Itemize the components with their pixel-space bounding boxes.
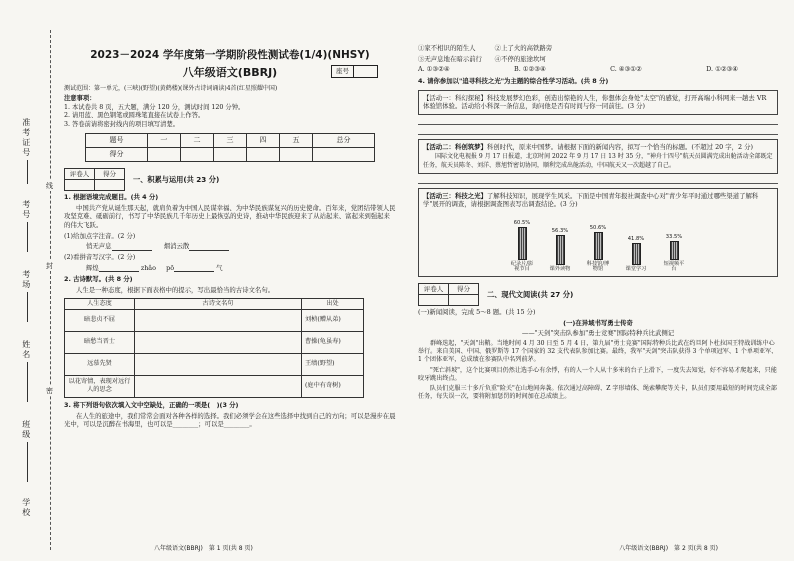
score-cell[interactable] [147,148,180,162]
source-cell: 王绩(野望) [302,353,364,375]
score-cell[interactable] [313,148,375,162]
answer-cell[interactable] [135,309,302,331]
bar [556,235,565,266]
answer-cell[interactable] [135,331,302,353]
note-item: 1. 本试卷共 8 页，五大题，满分 120 分，测试时间 120 分钟。 [64,103,245,111]
question-3: 3. 将下列语句依次填入文中空缺处，正确的一项是( )(3 分) [64,400,239,409]
bar-value-label: 60.5% [513,219,531,226]
seal-line [50,30,51,550]
label-id: 考号 [21,200,31,220]
article-subtitle: ——"天剑"突击队参加"勇士竞赛"国际特种兵比武侧记 [521,329,675,338]
cut-mark: 线 [45,182,54,189]
answer-line[interactable] [418,115,778,125]
choice-c[interactable]: C. ④③①② [610,65,642,74]
section-1-title: 一、积累与运用(共 23 分) [133,174,220,184]
bar-value-label: 56.3% [551,227,569,234]
attitude-cell: 暗愁当晋士 [65,331,135,353]
bar-group [624,236,648,273]
exam-subtitle [64,66,396,81]
bar-value-label: 41.8% [627,235,645,242]
reading-subsection: (一)新闻阅读，完成 5～8 题。(共 15 分) [418,307,536,316]
grader-cell[interactable] [419,294,449,305]
fill-line [27,362,28,402]
bar-value-label: 33.5% [665,234,683,241]
label-name: 姓名 [21,340,31,360]
label-class: 班级 [21,420,31,440]
pinyin-item: zhǎo [140,263,156,272]
bar-group [510,220,534,273]
activity-3-text: 了解科技知识，展现学生风采。下面是中国青年报社调查中心对"青少年平时通过哪些渠道了解科学"展开的调查，请根据调查图表写出调查结论。(3 分) [423,191,759,209]
activity-3-title: 【活动三：科技之光】 [423,191,487,200]
page-2-footer: 八年级语文(BBRJ) 第 2 页(共 8 页) [619,544,718,552]
word-item: 气 [216,263,223,272]
page-1 [64,48,396,553]
score-cell[interactable] [449,294,479,305]
page-1-footer: 八年级语文(BBRJ) 第 1 页(共 8 页) [154,544,253,552]
subject-name: 八年级语文(BBRJ) [182,66,278,80]
test-scope: 测试范围：第一单元，(三峡)(野望)(黄鹤楼)(课外古诗词诵读)4首(红星照耀中国) [64,85,278,93]
answer-line[interactable] [418,174,778,184]
survey-bar-chart [423,213,773,273]
bar-group [662,234,686,273]
score-header: 二 [180,134,213,148]
score-cell[interactable] [180,148,213,162]
activity-2-title: 【活动二：科创筑梦】 [423,142,487,151]
word-item: 烟消云散 [163,242,190,251]
score-label: 得分 [449,283,479,294]
grader-label: 评卷人 [419,283,449,294]
article-paragraph: 队员们克服三十多斤负重"险关"在山地间奔袭。依次通过高障碍、Z 字形墙体、绳索攀爬等关卡，队员们要用最短的时间完成全部任务，每失误一次，要将附加惩罚的时间加在总成绩上。 [418,384,777,401]
bar-category-label: 课堂学习 [625,266,647,273]
bar-category-label: 短视频平台 [663,260,685,273]
seat-label: 座号 [336,67,349,76]
question-1-sub1: (1)给加点字注音。(2 分) [64,231,136,240]
word-item: 悄无声息 [86,242,112,251]
question-1-passage: 中国共产党从诞生那天起，就肩负着为中国人民谋幸福、为中华民族谋复兴的历史使命。百年来，党团结带领人民攻坚克难、砥砺前行，书写了中华民族几千年历史上最恢弘的史诗，推动中华民族迎来了从站起来、富起来到强起来的伟大飞跃。 [64,203,396,230]
score-header: 三 [213,134,246,148]
note-item: 3. 答卷前请将密封线内的项目填写清楚。 [64,120,180,128]
fill-line [27,222,28,252]
attitude-cell: 暗悲贞不屈 [65,309,135,331]
grader-cell[interactable] [65,180,95,191]
label-school: 学校 [21,498,31,518]
bar-category-label: 科技馆/博物馆 [586,260,610,273]
question-4: 4. 请你参加以"追寻科技之光"为主题的综合性学习活动。(共 8 分) [418,76,609,85]
label-room: 考场 [21,270,31,290]
bar [632,243,641,266]
article-title: (一)在异域书写勇士传奇 [563,318,633,327]
question-1: 1. 根据语境完成题目。(共 4 分) [64,193,159,202]
notes [64,95,396,129]
score-cell[interactable] [246,148,279,162]
score-header: 一 [147,134,180,148]
question-3-text: 在人生的旅途中，我们常常会面对各种各样的选择。我们必须学会在这些选择中找到自己的方向；可以是漫步在晨光中，可以是沉醉在书海里，也可以是________；可以是________。 [64,411,396,429]
section-2-title: 二、现代文阅读(共 27 分) [487,289,574,299]
news-excerpt: 国际文化电视报 9 月 17 日报道，北京时间 2022 年 9 月 17 日 13 时 35 分，"神舟十四号"航天员圆满完成出舱活动全部既定任务，航天员陈冬、刘洋、蔡旭哲密切协同，顺利完成出舱活动，中国航天又一次超越了自己。 [423,153,773,169]
score-header: 五 [279,134,312,148]
bar-group [586,225,610,273]
score-row-label: 得分 [86,148,148,162]
section-1-header [64,168,396,191]
source-cell: 曹操(龟虽寿) [302,331,364,353]
score-header: 总分 [313,134,375,148]
bar-category-label: 纪录片/影视节目 [510,260,534,273]
article-paragraph: "死亡斜坡"，这个比赛项目仍然让选手心有余悸，有的人一个人从十多米的台子上滑下，一度失去知觉，好不容易才爬起来，只能咬牙跳出终点。 [418,366,777,382]
answer-blank[interactable] [189,243,229,251]
poem-table-header: 古诗文名句 [135,298,302,309]
question-1-sub2: (2)看拼音写汉字。(2 分) [64,252,136,261]
poem-table [64,298,364,398]
activity-2 [418,139,778,174]
bar-value-label: 50.6% [589,225,607,232]
bar [594,232,603,259]
cut-mark: 封 [45,262,54,269]
source-cell: 刘桢(赠从弟) [302,309,364,331]
bar [518,227,527,260]
label-exam-number: 准考证号 [21,118,31,158]
score-label: 得分 [95,169,125,180]
exam-title: 2023－2024 学年度第一学期阶段性测试卷(1/4)(NHSY) [90,49,370,61]
fill-line [27,442,28,482]
pinyin-item: pō [166,263,175,272]
article-paragraph: 群峰迭起，"天剑"出鞘。当地时间 4 月 30 日至 5 月 4 日，第九届"勇士竞赛"国际特种兵比武在约旦阿卜杜拉国王特战训练中心举行。来自美国、中国、俄罗斯等 17 个国家的 32 支代表队参加比赛。最终，我军"天剑"突击队获得 3 个单项冠军、1 个单项亚军、1 个团体亚军，总成绩在参赛队中名列前茅。 [418,339,778,364]
poem-table-header: 人生态度 [65,298,135,309]
question-1-items2 [64,264,396,273]
answer-blank[interactable] [112,243,152,251]
page-2 [418,42,778,553]
activity-2-text: 科创时代，原来中国梦。请根据下面的新闻内容，拟写一个恰当的标题。(不超过 20 字，2 分) [486,142,754,151]
cut-mark: 密 [45,387,54,394]
score-table [85,133,375,162]
source-cell: (庭中有奇树) [302,375,364,397]
choice-row [418,65,778,74]
activity-3 [418,188,778,277]
answer-blank[interactable] [174,264,214,272]
score-cell[interactable] [95,180,125,191]
score-cell[interactable] [213,148,246,162]
fill-line [27,292,28,322]
fill-line [27,160,28,184]
note-item: 2. 请用蓝、黑色钢笔或圆珠笔直接在试卷上作答。 [64,112,205,120]
score-header: 四 [246,134,279,148]
answer-line[interactable] [418,125,778,135]
question-1-items1 [64,242,396,251]
section-2-header [418,283,778,306]
attitude-cell: 以花寄情，表现对远行人的思念 [65,375,135,397]
answer-blank[interactable] [99,264,139,272]
choice-a[interactable]: A. ①③②④ [418,65,450,74]
notes-heading: 注意事项： [64,95,96,103]
binding-strip [0,0,62,561]
score-cell[interactable] [279,148,312,162]
activity-1: 【活动一：科幻探秘】科技发展梦幻色彩，创造出惊艳的人生，你想体会身处"太空"的感觉，打开高端小科网来一趟去 VR 体验馆体验。活动给小科深一条信息，询问他是否有时间与你一同前往。(3 分) [418,90,778,115]
question-2: 2. 古诗默写。(共 8 分) [64,275,133,284]
bar [670,241,679,259]
choice-d[interactable]: D. ①②③④ [706,65,738,74]
attitude-cell: 远慕先贤 [65,353,135,375]
option-line: ①家不相识的陌生人 ②上了火的高铁路旁 [418,44,553,52]
seat-input[interactable] [353,66,377,77]
option-line: ③无声息地在暗示前行 ④不停的旅途坎坷 [418,54,546,63]
answer-cell[interactable] [135,375,302,397]
poem-table-header: 出处 [302,298,364,309]
grader-table [64,168,125,191]
seat-number-box [331,65,378,78]
grader-table [418,283,479,306]
answer-cell[interactable] [135,353,302,375]
score-header: 题号 [86,134,148,148]
choice-b[interactable]: B. ①②③④ [514,65,546,74]
grader-label: 评卷人 [65,169,95,180]
word-item: 辉煌 [86,263,99,272]
question-2-lead: 人生是一种态度，根据下面表格中的提示，写出最恰当的古诗文名句。 [76,285,275,294]
bar-group [548,228,572,273]
bar-category-label: 课外读物 [549,266,571,273]
